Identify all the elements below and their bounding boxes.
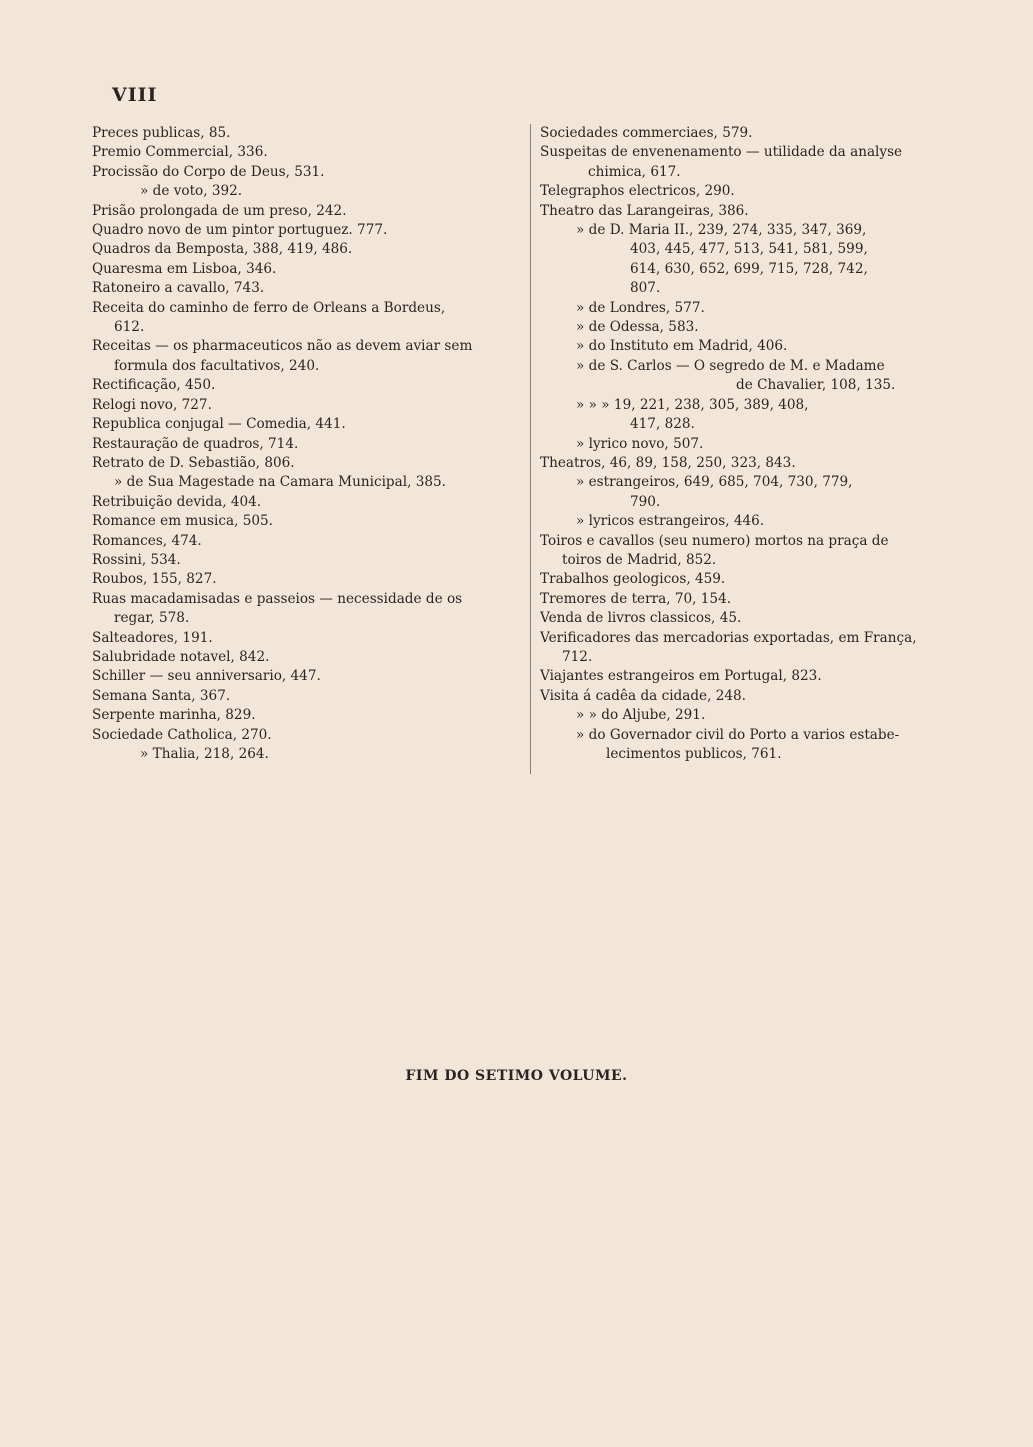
index-entry: Toiros e cavallos (seu numero) mortos na praça de bbox=[540, 532, 889, 549]
page-number: VIII bbox=[112, 84, 158, 106]
index-entry: Relogi novo, 727. bbox=[92, 396, 212, 413]
index-entry: Suspeitas de envenenamento — utilidade da analyse bbox=[540, 144, 903, 161]
index-entry: Quadro novo de um pintor portuguez. 777. bbox=[92, 222, 388, 239]
index-entry: » do Instituto em Madrid, 406. bbox=[576, 338, 788, 355]
index-entry: Trabalhos geologicos, 459. bbox=[540, 571, 726, 588]
index-entry: » de Londres, 577. bbox=[576, 299, 705, 316]
index-entry: » » » 19, 221, 238, 305, 389, 408, bbox=[576, 396, 809, 413]
index-entry: Romance em musica, 505. bbox=[92, 513, 273, 530]
index-entry: » de Odessa, 583. bbox=[576, 319, 699, 336]
index-entry: Retribuição devida, 404. bbox=[92, 493, 262, 510]
index-entry: Ruas macadamisadas e passeios — necessidade de os bbox=[92, 590, 463, 607]
index-entry: Receita do caminho de ferro de Orleans a Bordeus, bbox=[92, 299, 446, 316]
index-entry: Quaresma em Lisboa, 346. bbox=[92, 260, 277, 277]
index-entry: Rossini, 534. bbox=[92, 551, 181, 568]
index-entry-continuation: 790. bbox=[630, 493, 661, 510]
index-entry: Retrato de D. Sebastião, 806. bbox=[92, 454, 295, 471]
column-divider bbox=[530, 124, 531, 774]
index-entry: » de voto, 392. bbox=[140, 183, 243, 200]
index-entry: » do Governador civil do Porto a varios estabe- bbox=[576, 726, 900, 743]
index-entry: Rectificação, 450. bbox=[92, 377, 216, 394]
index-entry-continuation: 612. bbox=[114, 319, 145, 336]
index-column-right bbox=[540, 124, 980, 764]
index-entry: Sociedades commerciaes, 579. bbox=[540, 125, 753, 141]
index-entry: Theatros, 46, 89, 158, 250, 323, 843. bbox=[540, 454, 796, 471]
index-entry-continuation: toiros de Madrid, 852. bbox=[562, 551, 717, 568]
index-entry: Salteadores, 191. bbox=[92, 629, 213, 646]
index-entry-continuation: de Chavalier, 108, 135. bbox=[736, 377, 896, 394]
volume-end-note: FIM DO SETIMO VOLUME. bbox=[405, 1068, 628, 1084]
index-entry: Tremores de terra, 70, 154. bbox=[540, 590, 732, 607]
index-entry: Theatro das Larangeiras, 386. bbox=[540, 202, 749, 219]
index-entry: Premio Commercial, 336. bbox=[92, 144, 268, 161]
index-entry: Schiller — seu anniversario, 447. bbox=[92, 668, 321, 685]
index-entry-continuation: lecimentos publicos, 761. bbox=[606, 746, 782, 762]
index-entry: Republica conjugal — Comedia, 441. bbox=[92, 416, 346, 433]
index-entry-continuation: 417, 828. bbox=[630, 416, 695, 433]
index-entry-continuation: 807. bbox=[630, 280, 661, 297]
index-entry: » de D. Maria II., 239, 274, 335, 347, 369, bbox=[576, 222, 867, 239]
index-entry: » de S. Carlos — O segredo de M. e Madame bbox=[576, 357, 885, 374]
index-entry: Prisão prolongada de um preso, 242. bbox=[92, 202, 347, 219]
index-entry: Verificadores das mercadorias exportadas, em França, bbox=[540, 629, 917, 646]
index-entry-continuation: formula dos facultativos, 240. bbox=[114, 357, 320, 374]
index-entry: » » do Aljube, 291. bbox=[576, 707, 706, 724]
index-entry: Quadros da Bemposta, 388, 419, 486. bbox=[92, 241, 353, 258]
index-entry: » lyricos estrangeiros, 446. bbox=[576, 513, 765, 530]
index-entry: Sociedade Catholica, 270. bbox=[92, 726, 272, 743]
index-entry-continuation: chimica, 617. bbox=[588, 163, 681, 180]
index-entry: » estrangeiros, 649, 685, 704, 730, 779, bbox=[576, 474, 853, 491]
index-entry: Visita á cadêa da cidade, 248. bbox=[540, 687, 747, 704]
index-entry: Receitas — os pharmaceuticos não as devem aviar sem bbox=[92, 338, 473, 355]
index-entry-continuation: regar, 578. bbox=[114, 610, 190, 627]
index-entry-continuation: 712. bbox=[562, 648, 593, 665]
index-entry: Preces publicas, 85. bbox=[92, 125, 231, 141]
index-entry: » Thalia, 218, 264. bbox=[140, 746, 269, 762]
index-entry: Roubos, 155, 827. bbox=[92, 571, 217, 588]
index-entry: Ratoneiro a cavallo, 743. bbox=[92, 280, 265, 297]
index-entry: Venda de livros classicos, 45. bbox=[540, 610, 742, 627]
index-entry-continuation: 403, 445, 477, 513, 541, 581, 599, bbox=[630, 241, 868, 258]
index-entry: Restauração de quadros, 714. bbox=[92, 435, 299, 452]
index-entry: Viajantes estrangeiros em Portugal, 823. bbox=[540, 668, 822, 685]
index-entry-continuation: 614, 630, 652, 699, 715, 728, 742, bbox=[630, 260, 868, 277]
index-entry: » lyrico novo, 507. bbox=[576, 435, 704, 452]
index-entry: Romances, 474. bbox=[92, 532, 202, 549]
index-entry: Salubridade notavel, 842. bbox=[92, 648, 270, 665]
index-entry: Semana Santa, 367. bbox=[92, 687, 231, 704]
index-entry: Procissão do Corpo de Deus, 531. bbox=[92, 163, 325, 180]
index-entry: » de Sua Magestade na Camara Municipal, 385. bbox=[114, 474, 446, 491]
index-entry: Serpente marinha, 829. bbox=[92, 707, 256, 724]
index-column-left bbox=[92, 124, 532, 764]
index-entry: Telegraphos electricos, 290. bbox=[540, 183, 735, 200]
